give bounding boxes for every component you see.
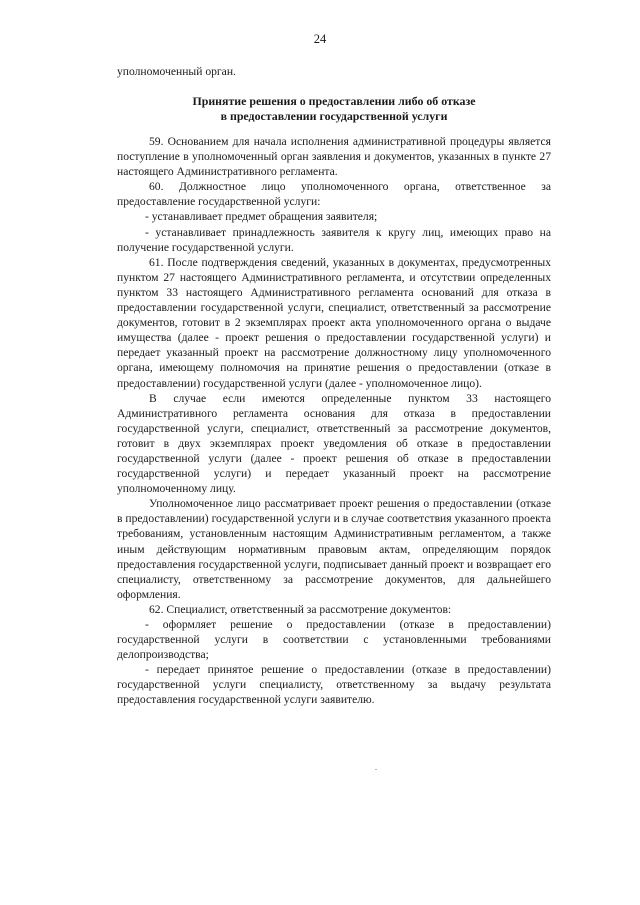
list-item-eligibility: - устанавливает принадлежность заявителя к кругу лиц, имеющих право на получение государственной услуги. [117,225,551,254]
scan-speck [375,769,377,770]
continuation-line: уполномоченный орган. [117,65,236,78]
paragraph-62: 62. Специалист, ответственный за рассмотрение документов: [149,602,452,616]
section-heading-line-2: в предоставлении государственной услуги [220,109,448,124]
paragraph-60: 60. Должностное лицо уполномоченного органа, ответственное за предоставление государственной услуги: [117,180,551,209]
section-heading-line-1: Принятие решения о предоставлении либо об отказе [192,94,476,108]
paragraph-refusal-case: В случае если имеются определенные пунктом 33 настоящего Административного регламента основания для отказа в предоставлении государственной услуги, специалист, ответственный за рассмотрение документов, готовит в двух экземплярах проект уведомления об отказе в предоставлении государственной услуги (далее - проект решения об отказе в предоставлении государственной услуги) и передает указанный проект на рассмотрение уполномоченному лицу. [117,391,551,496]
body-text [117,134,551,708]
paragraph-authorized-person: Уполномоченное лицо рассматривает проект решения о предоставлении (отказе в предоставлении) государственной услуги и в случае соответствия указанного проекта требованиям, установленным настоящим Административным регламентом, а также иным действующим нормативным правовым актам, определяющим порядок предоставления государственной услуги, подписывает данный проект и возвращает его специалисту, ответственному за рассмотрение документов, для дальнейшего оформления. [117,497,551,601]
list-item-transfer: - передает принятое решение о предоставлении (отказе в предоставлении) государственной услуги специалисту, ответственному за выдачу результата предоставления государственной услуги заявителю. [117,663,551,707]
section-heading [117,94,551,125]
list-item-formalize: - оформляет решение о предоставлении (отказе в предоставлении) государственной услуги в соответствии с установленными требованиями делопроизводства; [117,618,551,662]
list-item-subject: - устанавливает предмет обращения заявителя; [145,210,378,224]
paragraph-59: 59. Основанием для начала исполнения административной процедуры является поступление в уполномоченный орган заявления и документов, указанных в пункте 27 настоящего Административного регламента. [117,135,551,179]
paragraph-61: 61. После подтверждения сведений, указанных в документах, предусмотренных пунктом 27 настоящего Административного регламента, и отсутствии определенных пунктом 33 настоящего Административного регламента оснований для отказа в предоставлении государственной услуги, специалист, ответственный за рассмотрение документов, готовит в 2 экземплярах проект акта уполномоченного органа о выдаче имущества (далее - проект решения о предоставлении государственной услуги) и передает указанный проект на рассмотрение должностному лицу уполномоченного органа, имеющему полномочия на принятие решения о предоставлении (отказе в предоставлении) государственной услуги (далее - уполномоченное лицо). [117,255,551,390]
page-number: 24 [313,32,327,46]
